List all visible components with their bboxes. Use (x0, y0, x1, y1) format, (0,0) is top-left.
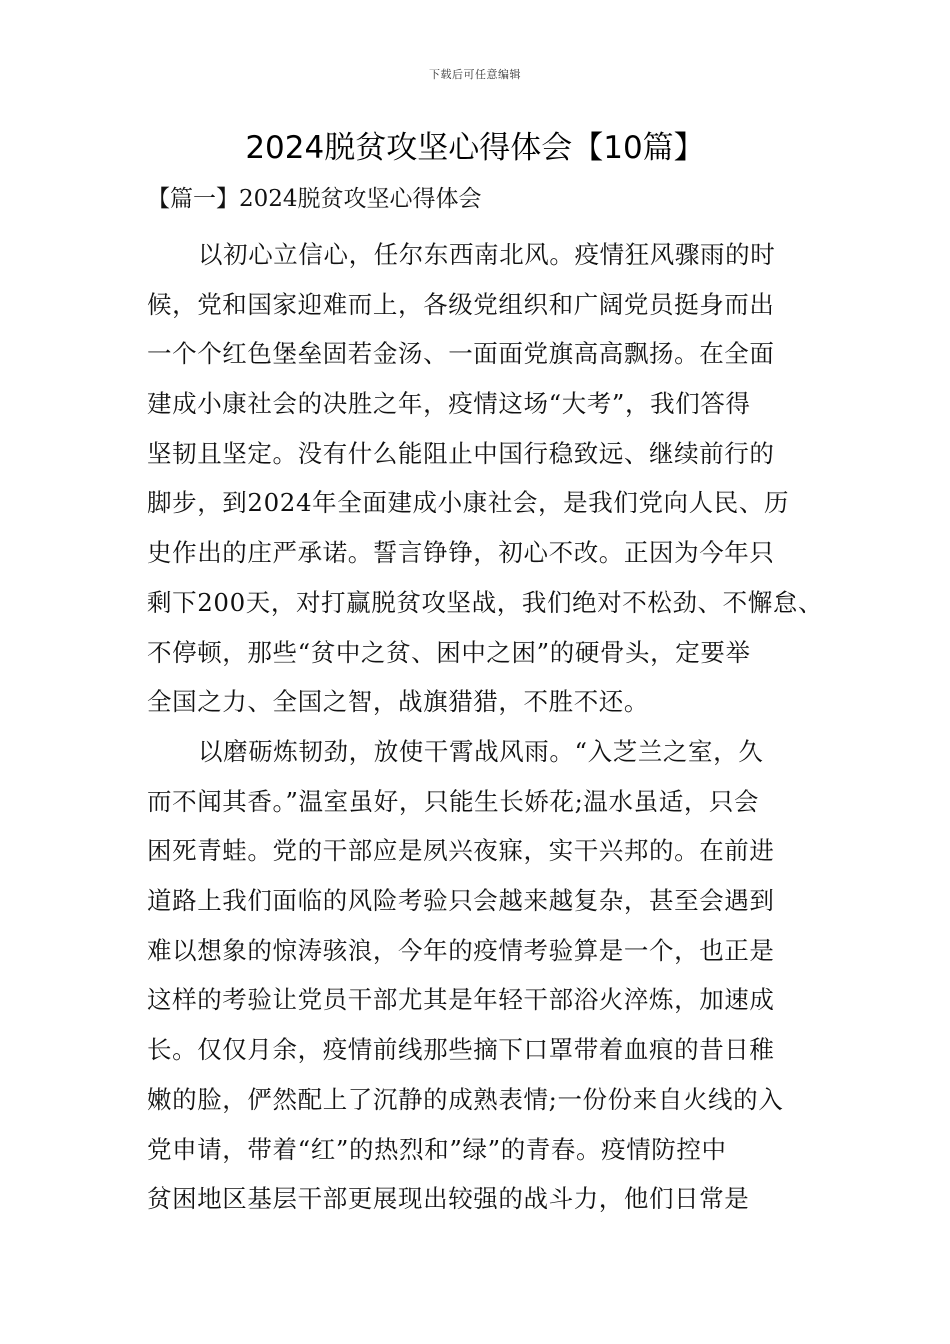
document-title: 2024脱贫攻坚心得体会【10篇】 (245, 130, 705, 166)
header-note: 下载后可任意编辑 (429, 68, 521, 81)
paragraph-2 (147, 727, 812, 1224)
paragraph-line: 以磨砺炼韧劲，放使干霄战风雨。“入芝兰之室，久 (198, 737, 764, 766)
paragraph-line: 不停顿，那些“贫中之贫、困中之困”的硬骨头，定要举 (147, 637, 751, 667)
paragraph-line: 以初心立信心，任尔东西南北风。疫情狂风骤雨的时 (198, 240, 776, 269)
paragraph-line: 道路上我们面临的风险考验只会越来越复杂，甚至会遇到 (147, 886, 775, 916)
section-heading: 【篇一】2024脱贫攻坚心得体会 (147, 186, 482, 212)
paragraph-line: 建成小康社会的决胜之年，疫情这场“大考”，我们答得 (147, 389, 751, 419)
paragraph-line: 坚韧且坚定。没有什么能阻止中国行稳致远、继续前行的 (147, 438, 775, 468)
paragraph-line: 全国之力、全国之智，战旗猎猎，不胜不还。 (147, 687, 649, 717)
paragraph-line: 而不闻其香。”温室虽好，只能生长娇花;温水虽适，只会 (147, 786, 760, 816)
paragraph-line: 长。仅仅月余，疫情前线那些摘下口罩带着血痕的昔日稚 (147, 1035, 775, 1065)
paragraph-line: 这样的考验让党员干部尤其是年轻干部浴火淬炼，加速成 (147, 985, 775, 1015)
paragraph-line: 一个个红色堡垒固若金汤、一面面党旗高高飘扬。在全面 (147, 339, 775, 369)
paragraph-line: 史作出的庄严承诺。誓言铮铮，初心不改。正因为今年只 (147, 538, 775, 568)
paragraph-1 (147, 230, 824, 727)
paragraph-line: 贫困地区基层干部更展现出较强的战斗力，他们日常是 (147, 1184, 750, 1214)
paragraph-line: 嫩的脸，俨然配上了沉静的成熟表情;一份份来自火线的入 (147, 1084, 784, 1114)
paragraph-line: 剩下200天，对打赢脱贫攻坚战，我们绝对不松劲、不懈怠、 (147, 587, 824, 617)
paragraph-line: 党申请，带着“红”的热烈和”绿”的青春。疫情防控中 (147, 1134, 727, 1164)
paragraph-line: 难以想象的惊涛骇浪，今年的疫情考验算是一个，也正是 (147, 935, 775, 965)
paragraph-line: 脚步，到2024年全面建成小康社会，是我们党向人民、历 (147, 488, 790, 518)
paragraph-line: 候，党和国家迎难而上，各级党组织和广阔党员挺身而出 (147, 289, 775, 319)
paragraph-line: 困死青蛙。党的干部应是夙兴夜寐，实干兴邦的。在前进 (147, 836, 775, 866)
